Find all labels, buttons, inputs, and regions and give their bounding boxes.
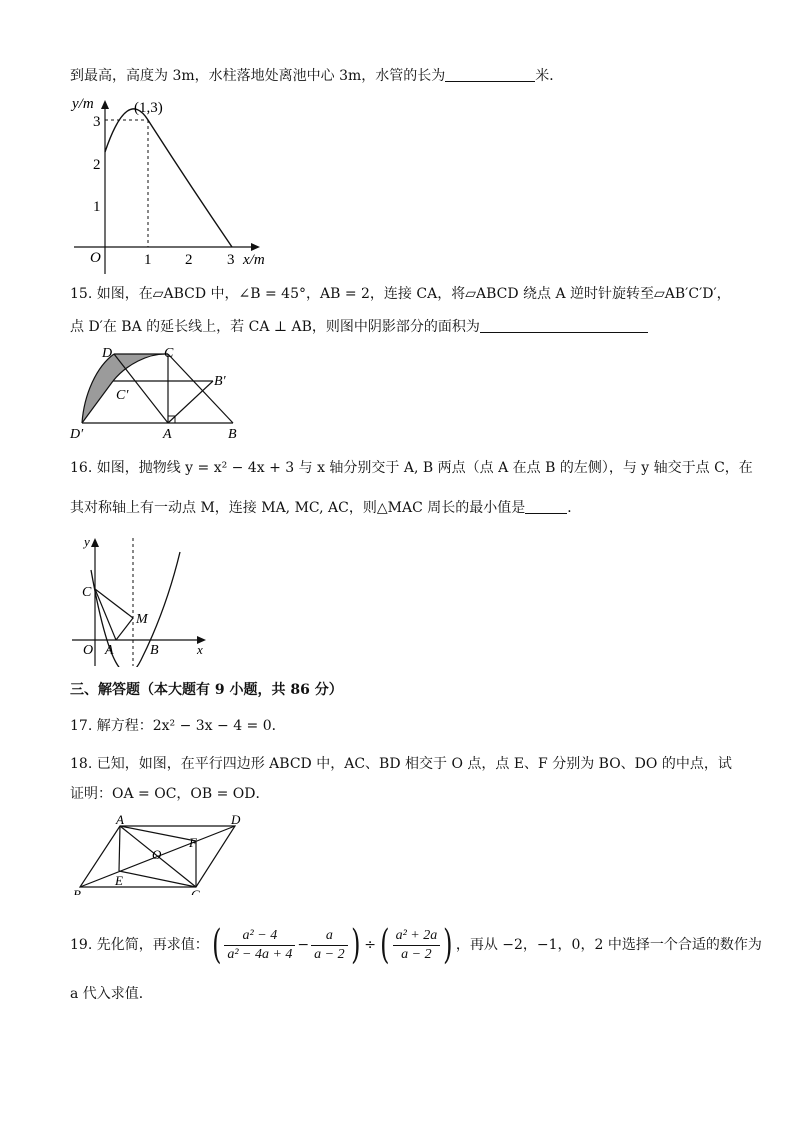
q14-y-tick-2: 2 — [93, 157, 101, 173]
q18-label-O: O — [152, 847, 162, 862]
q15-label-C-prime: C′ — [116, 388, 129, 403]
q18-figure-svg — [70, 815, 250, 895]
q19-frac3-den: a − 2 — [401, 946, 432, 962]
q19-right-paren-2: ) — [443, 922, 453, 968]
q16-parabola-figure — [70, 532, 215, 667]
q14-parabola-figure — [66, 92, 276, 274]
q19-frac2-den: a − 2 — [314, 946, 345, 962]
q19-frac3-num: a² + 2a — [393, 927, 441, 946]
q15-answer-blank — [480, 318, 648, 333]
q14-y-tick-3: 3 — [93, 114, 101, 130]
q19-minus: − — [297, 937, 310, 953]
q18-label-E: E — [115, 873, 123, 888]
q19-left-paren-1: ( — [211, 922, 222, 968]
q14-x-label: x/m — [243, 252, 265, 268]
q19-left-paren-2: ( — [380, 922, 390, 968]
q19-divide: ÷ — [364, 937, 376, 953]
q16-label-B: B — [150, 643, 159, 658]
q14-parabola-curve — [105, 109, 232, 247]
q15-figure-svg — [68, 343, 248, 443]
q14-y-label: y/m — [72, 96, 94, 112]
q19-suffix: ，再从 −2，−1，0，2 中选择一个合适的数作为 — [455, 937, 762, 953]
q14-peak-label: (1,3) — [134, 100, 163, 116]
q18-parallelogram-figure — [70, 815, 250, 895]
q16-label-C: C — [82, 585, 92, 600]
q15-line-2-text: 点 D′在 BA 的延长线上，若 CA ⊥ AB，则图中阴影部分的面积为 — [70, 319, 480, 335]
q18-label-F: F — [189, 835, 197, 850]
section-3-heading: 三、解答题（本大题有 9 小题，共 86 分） — [70, 682, 343, 698]
q16-answer-blank — [525, 499, 567, 514]
q16-line-2 — [70, 498, 581, 518]
q19-fraction-3 — [393, 927, 441, 964]
q15-rotation-figure — [68, 343, 248, 443]
q14-y-tick-1: 1 — [93, 199, 101, 215]
q17-text: 17. 解方程：2x² − 3x − 4 = 0． — [70, 718, 286, 734]
q18-line-2: 证明：OA = OC，OB = OD． — [70, 786, 270, 802]
q19-fraction-1 — [224, 927, 295, 964]
q14-graph-svg — [66, 92, 276, 274]
q16-label-M: M — [136, 612, 148, 627]
q15-label-A: A — [163, 427, 172, 442]
q18-label-D: D — [231, 815, 241, 827]
q14-x-tick-1: 1 — [144, 252, 152, 268]
q18-label-B: B — [73, 887, 81, 895]
q14-unit: 米． — [535, 68, 564, 84]
q15-label-C: C — [164, 346, 174, 361]
q18-line-1: 18. 已知，如图，在平行四边形 ABCD 中，AC、BD 相交于 O 点，点 E、F 分别为 BO、DO 的中点，试 — [70, 756, 732, 772]
q15-label-D: D — [102, 346, 113, 361]
q16-label-A: A — [105, 643, 114, 658]
q14-text: 到最高，高度为 3m，水柱落地处离池中心 3m，水管的长为 — [70, 68, 446, 84]
q16-line-1: 16. 如图，抛物线 y = x² − 4x + 3 与 x 轴分别交于 A, B 两点（点 A 在点 B 的左侧），与 y 轴交于点 C，在 — [70, 460, 753, 476]
q16-line-2-text: 其对称轴上有一动点 M，连接 MA, MC, AC，则△MAC 周长的最小值是 — [70, 500, 526, 516]
q18-label-A: A — [116, 815, 124, 827]
q15-label-D-prime: D′ — [70, 427, 84, 442]
q15-line-1: 15. 如图，在▱ABCD 中，∠B = 45°，AB = 2，连接 CA，将▱ABCD 绕点 A 逆时针旋转至▱AB′C′D′， — [70, 286, 731, 302]
q14-answer-blank — [445, 67, 535, 82]
q19-frac1-den: a² − 4a + 4 — [227, 946, 293, 962]
q14-x-tick-2: 2 — [185, 252, 193, 268]
q19-fraction-2 — [311, 927, 347, 964]
q16-label-O: O — [83, 643, 94, 658]
q16-label-y: y — [84, 534, 90, 549]
q16-figure-svg — [70, 532, 215, 667]
q14-x-tick-3: 3 — [227, 252, 235, 268]
q14-text-line — [70, 66, 563, 86]
q19-line-1 — [70, 924, 762, 966]
q19-frac2-num: a — [311, 927, 347, 946]
q15-label-B: B — [228, 427, 237, 442]
q16-label-x: x — [197, 642, 203, 657]
q19-prefix: 19. 先化简，再求值： — [70, 937, 209, 953]
q16-end: ． — [567, 500, 582, 516]
q19-right-paren-1: ) — [350, 922, 361, 968]
q15-line-2 — [70, 317, 648, 337]
q15-label-B-prime: B′ — [214, 374, 226, 389]
q19-frac1-num: a² − 4 — [224, 927, 295, 946]
q19-line-2: a 代入求值． — [70, 986, 153, 1002]
q14-origin-label: O — [90, 250, 101, 266]
q18-label-C: C — [191, 887, 200, 895]
